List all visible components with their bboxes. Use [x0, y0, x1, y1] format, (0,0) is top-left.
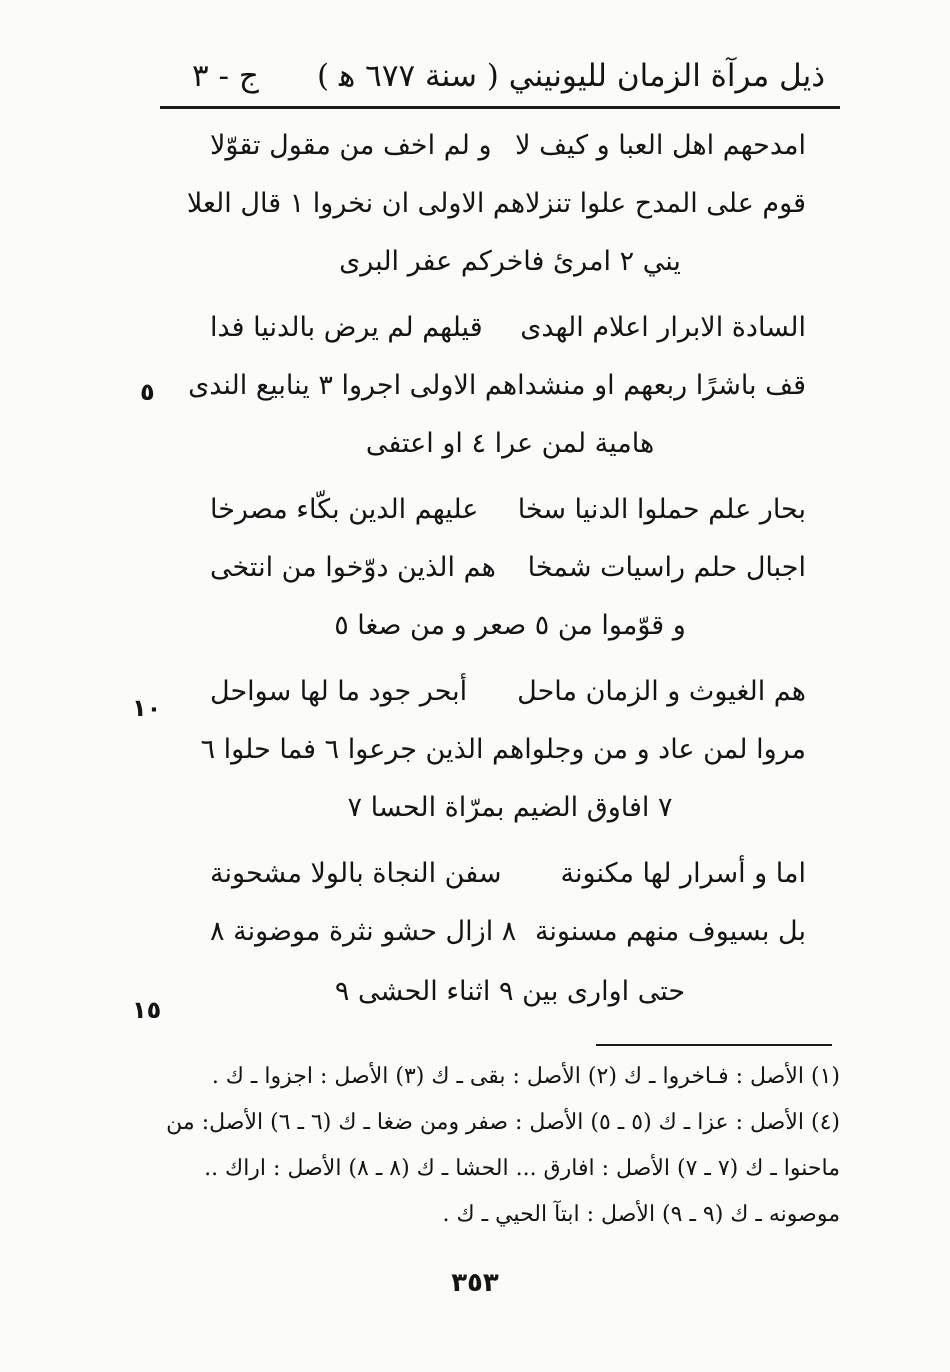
hemistich-first: بل بسيوف منهم مسنونة: [534, 916, 806, 947]
refrain-line: هامية لمن عرا ٤ او اعتفى: [365, 428, 655, 459]
verse-line: [210, 552, 806, 583]
hemistich-second: هم الذين جرعوا ٦ فما حلوا ٦: [200, 734, 525, 765]
volume-label: ج - ٣: [192, 58, 259, 94]
footnote-rule: [596, 1044, 832, 1046]
verse-line: [210, 676, 806, 707]
footnote-line: (١) الأصل : فـاخروا ـ ك (٢) الأصل : بقى ـ ك (٣) الأصل : اجزوا ـ ك .: [211, 1064, 840, 1089]
verse-line: [210, 494, 806, 525]
running-title: ذيل مرآة الزمان لليونيني ( سنة ٦٧٧ ﻫ ): [317, 58, 825, 94]
verse-line: [210, 858, 806, 889]
verse-line: [210, 130, 806, 161]
hemistich-second: هم الذين دوّخوا من انتخى: [210, 552, 496, 583]
line-number-5: ٥: [140, 378, 155, 406]
refrain-line: و قوّموا من ٥ صعر و من صغا ٥: [334, 610, 686, 641]
hemistich-second: عليهم الدين بكّاء مصرخا: [210, 494, 479, 525]
verse-line: [210, 312, 806, 343]
header-rule: [160, 106, 840, 109]
footnote-line: موصونه ـ ك (٩ ـ ٩) الأصل : ابتآ الحيي ـ ك .: [442, 1202, 840, 1227]
hemistich-second: سفن النجاة بالولا مشحونة: [210, 858, 502, 889]
hemistich-first: مروا لمن عاد و من وجلوا: [524, 734, 806, 765]
line-number-15: ١٥: [132, 996, 162, 1024]
hemistich-second: و لم اخف من مقول تقوّلا: [210, 130, 492, 161]
verse-line: [186, 188, 806, 219]
hemistich-first: هم الغيوث و الزمان ماحل: [517, 676, 806, 707]
hemistich-first: بحار علم حملوا الدنيا سخا: [517, 494, 806, 525]
footnote-line: ماحنوا ـ ك (٧ ـ ٧) الأصل : افارق ... الحشا ـ ك (٨ ـ ٨) الأصل : اراك ..: [204, 1156, 840, 1181]
page-number: ٣٥٣: [451, 1268, 499, 1298]
line-number-10: ١٠: [132, 694, 162, 722]
hemistich-first: قوم على المدح علوا تنزلا: [525, 188, 806, 219]
hemistich-first: اجبال حلم راسيات شمخا: [527, 552, 806, 583]
hemistich-second: أبحر جود ما لها سواحل: [210, 676, 468, 707]
hemistich-first: السادة الابرار اعلام الهدى: [520, 312, 806, 343]
hemistich-second: ٨ ازال حشو نثرة موضونة ٨: [210, 916, 517, 947]
hemistich-second: هم الاولى اجروا ٣ ينابيع الندى: [188, 370, 518, 401]
footnote-line: (٤) الأصل : عزا ـ ك (٥ ـ ٥) الأصل : صفر ومن ضغا ـ ك (٦ ـ ٦) الأصل: من: [166, 1110, 840, 1135]
hemistich-second: قيلهم لم يرض بالدنيا فدا: [210, 312, 483, 343]
hemistich-first: امدحهم اهل العبا و كيف لا: [515, 130, 806, 161]
refrain-line: حتى اوارى بين ٩ اثناء الحشى ٩: [334, 976, 686, 1007]
verse-line: [188, 370, 806, 401]
hemistich-first: اما و أسرار لها مكنونة: [560, 858, 806, 889]
verse-line: [200, 734, 806, 765]
hemistich-first: قف باشرًا ربعهم او منشدا: [517, 370, 806, 401]
verse-line: [210, 916, 806, 947]
hemistich-second: هم الاولى ان نخروا ١ قال العلا: [186, 188, 526, 219]
refrain-line: يني ٢ امرئ فاخركم عفر البرى: [339, 246, 681, 277]
refrain-line: ٧ افاوق الضيم بمرّاة الحسا ٧: [347, 792, 673, 823]
